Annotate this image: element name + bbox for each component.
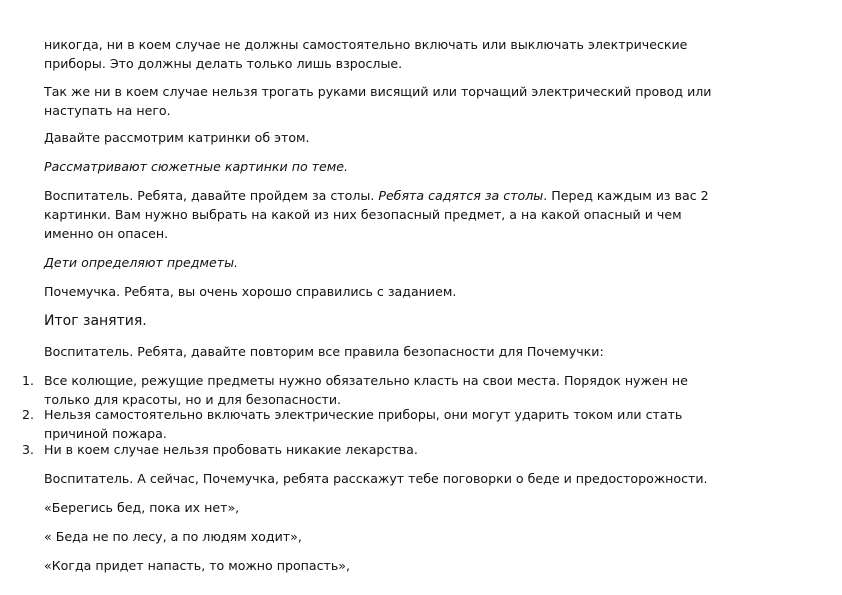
text-line: приборы. Это должны делать только лишь взрослые. [44,56,403,71]
paragraph-praise [44,282,804,301]
heading-text: Итог занятия. [44,313,147,329]
paragraph-pictures [44,128,804,147]
text-line: Рассматривают сюжетные картинки по теме. [44,159,349,174]
proverb [44,498,804,517]
paragraph-rules-intro [44,342,804,361]
proverb [44,527,804,546]
text-run: Воспитатель. Ребята, давайте пройдем за столы. [44,188,379,203]
paragraph-tables [44,186,804,243]
text-line: Ни в коем случае нельзя пробовать никакие лекарства. [44,442,418,457]
paragraph-appliances [44,35,804,73]
list-item-text [44,440,418,459]
text-line: Так же ни в коем случае нельзя трогать руками висящий или торчащий электрический провод или [44,84,712,99]
text-line: именно он опасен. [44,226,169,241]
text-line: только для красоты, но и для безопасности. [44,392,342,407]
text-line: Воспитатель. Ребята, давайте повторим все правила безопасности для Почемучки: [44,344,604,359]
text-line: Нельзя самостоятельно включать электрические приборы, они могут ударить током или стать [44,407,683,422]
list-number: 1. [22,373,35,388]
list-number: 3. [22,442,35,457]
text-line: «Берегись бед, пока их нет», [44,500,240,515]
list-item-text [44,371,688,409]
text-line: наступать на него. [44,103,171,118]
text-run: . Перед каждым из вас 2 [543,188,709,203]
section-heading [44,311,804,331]
paragraph-stage-direction [44,253,804,272]
list-number: 2. [22,407,35,422]
text-line: причиной пожара. [44,426,167,441]
list-item-text [44,405,682,443]
text-line [44,186,804,205]
stage-direction: Ребята садятся за столы [378,188,544,203]
paragraph-stage-direction [44,157,804,176]
text-line: Давайте рассмотрим катринки об этом. [44,130,310,145]
text-line: Все колющие, режущие предметы нужно обязательно класть на свои места. Порядок нужен не [44,373,688,388]
proverb [44,556,804,575]
text-line: Дети определяют предметы. [44,255,239,270]
paragraph-proverbs-intro [44,469,804,488]
text-line: Воспитатель. А сейчас, Почемучка, ребята расскажут тебе поговорки о беде и предосторожности. [44,471,708,486]
paragraph-wire [44,82,804,120]
text-line: « Беда не по лесу, а по людям ходит», [44,529,302,544]
text-line: никогда, ни в коем случае не должны самостоятельно включать или выключать электрические [44,37,688,52]
text-line: Почемучка. Ребята, вы очень хорошо справились с заданием. [44,284,457,299]
text-line: картинки. Вам нужно выбрать на какой из них безопасный предмет, а на какой опасный и чем [44,207,682,222]
text-line: «Когда придет напасть, то можно пропасть», [44,558,351,573]
